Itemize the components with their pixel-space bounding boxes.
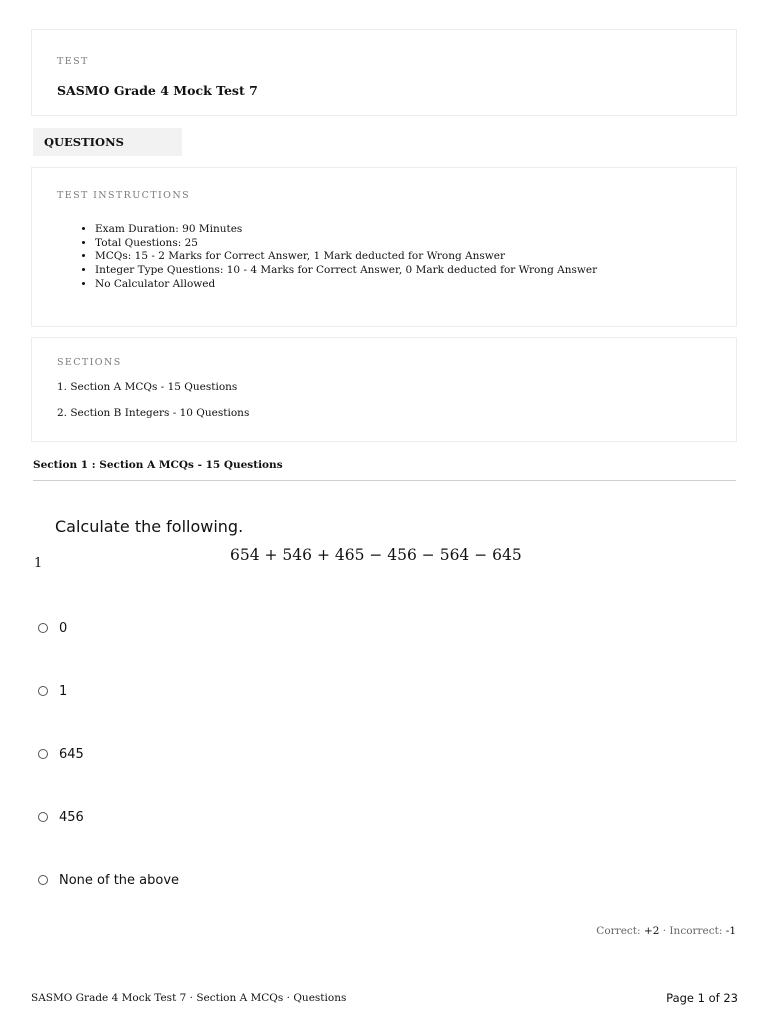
instruction-item: • MCQs: 15 - 2 Marks for Correct Answer, 1 Mark deducted for Wrong Answer <box>95 250 597 264</box>
instruction-item: • Total Questions: 25 <box>95 237 597 251</box>
answer-option[interactable] <box>38 619 67 637</box>
instructions-caption: TEST INSTRUCTIONS <box>57 190 190 201</box>
sections-card <box>31 337 737 442</box>
scoring-info <box>596 925 736 937</box>
correct-label: Correct: <box>596 925 641 937</box>
test-title: SASMO Grade 4 Mock Test 7 <box>57 83 258 98</box>
footer-breadcrumb: SASMO Grade 4 Mock Test 7 · Section A MCQs · Questions <box>31 992 347 1004</box>
incorrect-value: -1 <box>725 925 736 937</box>
answer-option-label: 456 <box>59 809 84 825</box>
answer-option[interactable] <box>38 808 84 826</box>
question-expression: 654 + 546 + 465 − 456 − 564 − 645 <box>230 546 522 564</box>
instructions-list <box>57 223 597 292</box>
scoring-separator: · <box>662 925 667 937</box>
test-header-card <box>31 29 737 116</box>
answer-option[interactable] <box>38 745 84 763</box>
instruction-item: • Exam Duration: 90 Minutes <box>95 223 597 237</box>
instruction-item: • Integer Type Questions: 10 - 4 Marks for Correct Answer, 0 Mark deducted for Wrong Answer <box>95 264 597 278</box>
answer-option-label: 645 <box>59 746 84 762</box>
section-list-item: 2. Section B Integers - 10 Questions <box>57 407 250 419</box>
radio-button[interactable] <box>38 686 48 696</box>
page-number: Page 1 of 23 <box>666 991 738 1005</box>
question-prompt: Calculate the following. <box>55 517 244 536</box>
incorrect-label: Incorrect: <box>669 925 723 937</box>
instruction-item: • No Calculator Allowed <box>95 278 597 292</box>
sections-caption: SECTIONS <box>57 357 122 368</box>
answer-option-label: 1 <box>59 683 68 699</box>
section-list-item: 1. Section A MCQs - 15 Questions <box>57 381 238 393</box>
test-caption: TEST <box>57 56 89 67</box>
answer-option-label: 0 <box>59 620 68 636</box>
section-divider <box>33 480 736 481</box>
radio-button[interactable] <box>38 623 48 633</box>
section-heading: Section 1 : Section A MCQs - 15 Questions <box>33 459 283 471</box>
correct-value: +2 <box>643 925 660 937</box>
test-instructions-card <box>31 167 737 327</box>
tab-questions[interactable]: QUESTIONS <box>33 128 182 156</box>
question-number: 1 <box>34 556 43 571</box>
radio-button[interactable] <box>38 875 48 885</box>
radio-button[interactable] <box>38 749 48 759</box>
answer-option[interactable] <box>38 871 179 889</box>
answer-option[interactable] <box>38 682 67 700</box>
answer-option-label: None of the above <box>59 872 180 888</box>
radio-button[interactable] <box>38 812 48 822</box>
